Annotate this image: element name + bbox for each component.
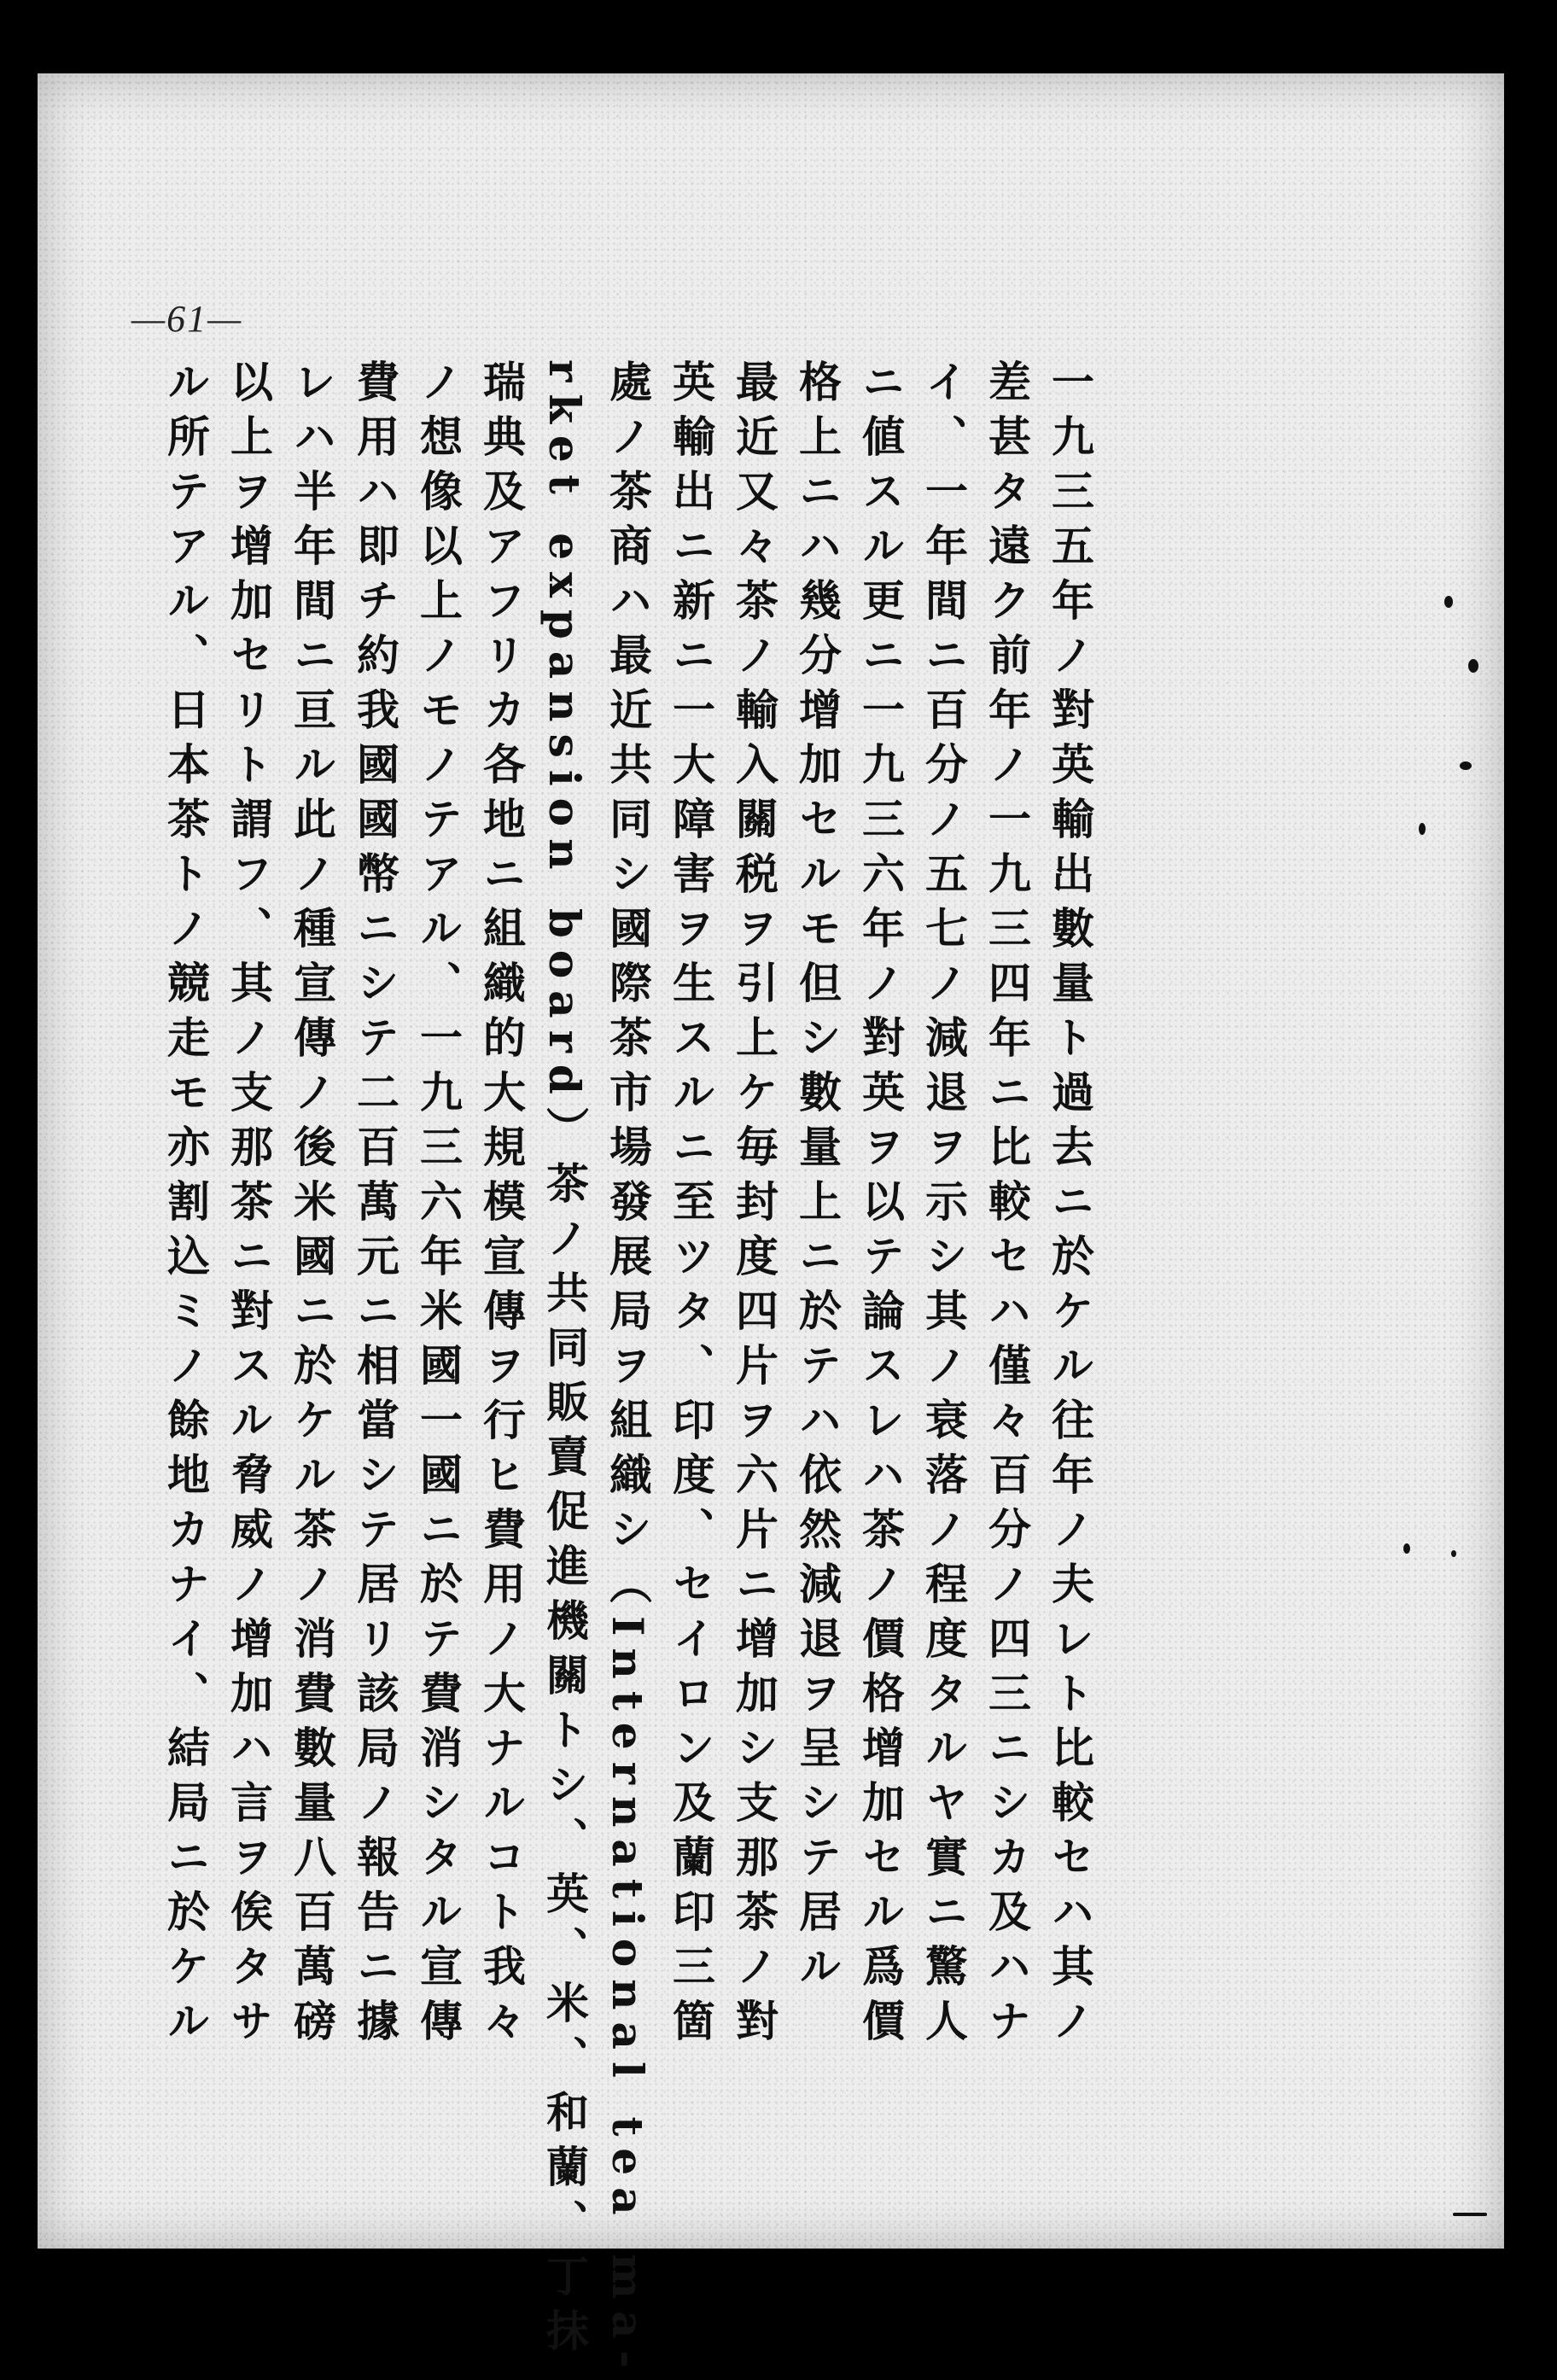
text-column: 差甚タ遠ク前年ノ一九三四年ニ比較セハ僅々百分ノ四三ニシカ及ハナ <box>982 359 1032 2053</box>
text-column: 英輸出ニ新ニ一大障害ヲ生スルニ至ツタ、印度、セイロン及蘭印三箇 <box>666 359 716 2053</box>
text-column: 一九三五年ノ對英輸出數量ト過去ニ於ケル往年ノ夫レト比較セハ其ノ <box>1045 359 1095 2053</box>
text-column: 以上ヲ增加セリト謂フ、其ノ支那茶ニ對スル脅威ノ增加ハ言ヲ俟タサ <box>224 359 274 2053</box>
text-column: rket expansion board）茶ノ共同販賣促進機關トシ、英、米、和蘭、丁抹 <box>539 359 590 2363</box>
scan-speck <box>1419 823 1426 835</box>
scan-speck <box>1468 659 1478 673</box>
scan-speck <box>1460 761 1472 770</box>
text-column: レハ半年間ニ亘ル此ノ種宣傳ノ後米國ニ於ケル茶ノ消費數量八百萬磅 <box>287 359 337 2053</box>
document-page <box>38 73 1504 2380</box>
scan-speck <box>1403 1543 1410 1554</box>
scan-speck <box>1444 596 1453 608</box>
text-column: ニ値スル更ニ一九三六年ノ對英ヲ以テ論スレハ茶ノ價格增加セル爲價 <box>855 359 906 2053</box>
text-column: 處ノ茶商ハ最近共同シ國際茶市場發展局ヲ組織シ（International tea ma- <box>603 359 653 2380</box>
text-column: イ、一年間ニ百分ノ五七ノ減退ヲ示シ其ノ衰落ノ程度タルヤ實ニ驚人 <box>918 359 969 2053</box>
page-number: —61— <box>131 298 243 340</box>
body-text <box>154 359 1101 2380</box>
text-column: 最近又々茶ノ輸入關税ヲ引上ケ毎封度四片ヲ六片ニ增加シ支那茶ノ對 <box>729 359 779 2053</box>
scan-speck <box>1453 2213 1487 2216</box>
text-column: 費用ハ即チ約我國國幣ニシテ二百萬元ニ相當シテ居リ該局ノ報告ニ據 <box>350 359 400 2053</box>
text-column: 瑞典及アフリカ各地ニ組織的大規模宣傳ヲ行ヒ費用ノ大ナルコト我々 <box>476 359 527 2053</box>
text-column: 格上ニハ幾分增加セルモ但シ數量上ニ於テハ依然減退ヲ呈シテ居ル <box>792 359 843 1998</box>
text-column: ル所テアル、日本茶トノ競走モ亦割込ミノ餘地カナイ、結局ニ於ケル <box>160 359 211 2053</box>
scan-speck <box>1451 1550 1456 1557</box>
text-column: ノ想像以上ノモノテアル、一九三六年米國一國ニ於テ費消シタル宣傳 <box>413 359 464 2053</box>
